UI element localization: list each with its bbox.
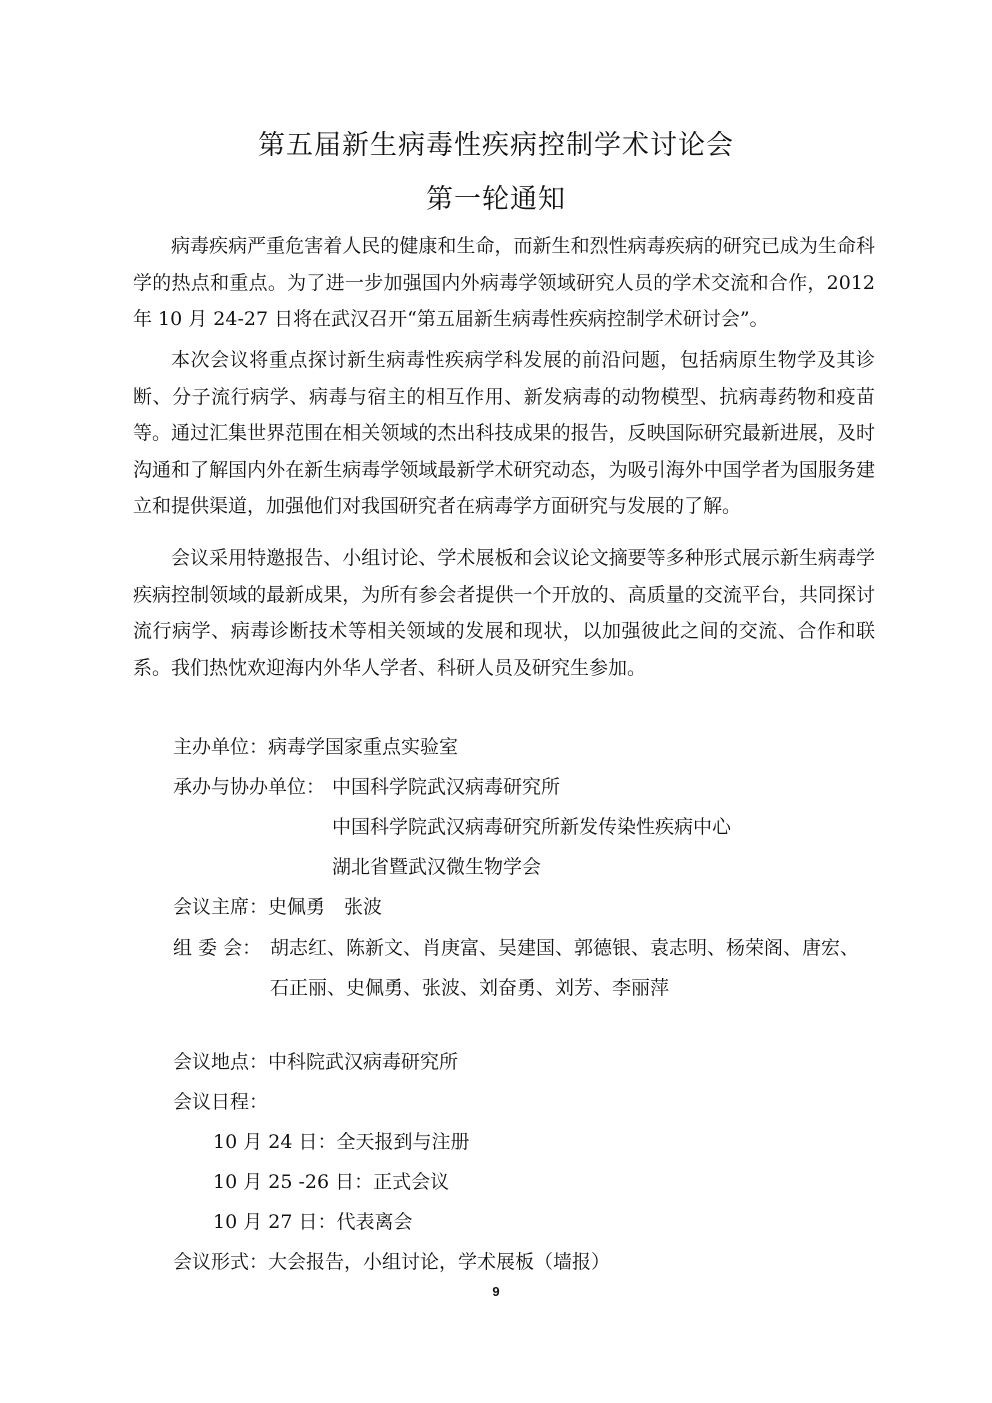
document-title: 第五届新生病毒性疾病控制学术讨论会: [258, 130, 734, 161]
schedule-label: 会议日程：: [173, 1091, 269, 1113]
co-organizer-item: 湖北省暨武汉微生物学会: [332, 856, 542, 878]
schedule-item: 10 月 27 日：代表离会: [213, 1211, 413, 1233]
meeting-chair: 会议主席：史佩勇 张波: [173, 896, 383, 918]
schedule-item: 10 月 25 -26 日：正式会议: [213, 1171, 450, 1193]
co-organizer-item: 中国科学院武汉病毒研究所: [332, 776, 561, 798]
paragraph-format: 会议采用特邀报告、小组讨论、学术展板和会议论文摘要等多种形式展示新生病毒学疾病控制领域的最新成果，为所有参会者提供一个开放的、高质量的交流平台，共同探讨流行病学、病毒诊断技术等相关领域的发展和现状，以加强彼此之间的交流、合作和联系。我们热忱欢迎海内外华人学者、科研人员及研究生参加。: [133, 547, 875, 679]
meeting-format: 会议形式：大会报告，小组讨论，学术展板（墙报）: [173, 1251, 611, 1273]
committee-label: 组 委 会：: [173, 937, 262, 959]
document-subtitle: 第一轮通知: [426, 184, 566, 215]
co-organizer-label: 承办与协办单位：: [173, 776, 326, 798]
paragraph-topics: 本次会议将重点探讨新生病毒性疾病学科发展的前沿问题，包括病原生物学及其诊断、分子流行病学、病毒与宿主的相互作用、新发病毒的动物模型、抗病毒药物和疫苗等。通过汇集世界范围在相关领域的杰出科技成果的报告，反映国际研究最新进展，及时沟通和了解国内外在新生病毒学领域最新学术研究动态，为吸引海外中国学者为国服务建立和提供渠道，加强他们对我国研究者在病毒学方面研究与发展的了解。: [133, 349, 875, 517]
committee-members-line2: 石正丽、史佩勇、张波、刘奋勇、刘芳、李丽萍: [270, 977, 670, 999]
page-number: 9: [492, 1284, 500, 1299]
organizer: 主办单位：病毒学国家重点实验室: [173, 736, 459, 758]
paragraph-intro: 病毒疾病严重危害着人民的健康和生命，而新生和烈性病毒疾病的研究已成为生命科学的热点和重点。为了进一步加强国内外病毒学领域研究人员的学术交流和合作，2012 年 10 月 24-27 日将在武汉召开“第五届新生病毒性疾病控制学术研讨会”。: [133, 235, 875, 330]
co-organizer-item: 中国科学院武汉病毒研究所新发传染性疾病中心: [332, 816, 732, 838]
schedule-item: 10 月 24 日：全天报到与注册: [213, 1131, 470, 1153]
committee-members-line1: 胡志红、陈新文、肖庚富、吴建国、郭德银、袁志明、杨荣阁、唐宏、: [270, 937, 860, 959]
meeting-venue: 会议地点：中科院武汉病毒研究所: [173, 1051, 459, 1073]
